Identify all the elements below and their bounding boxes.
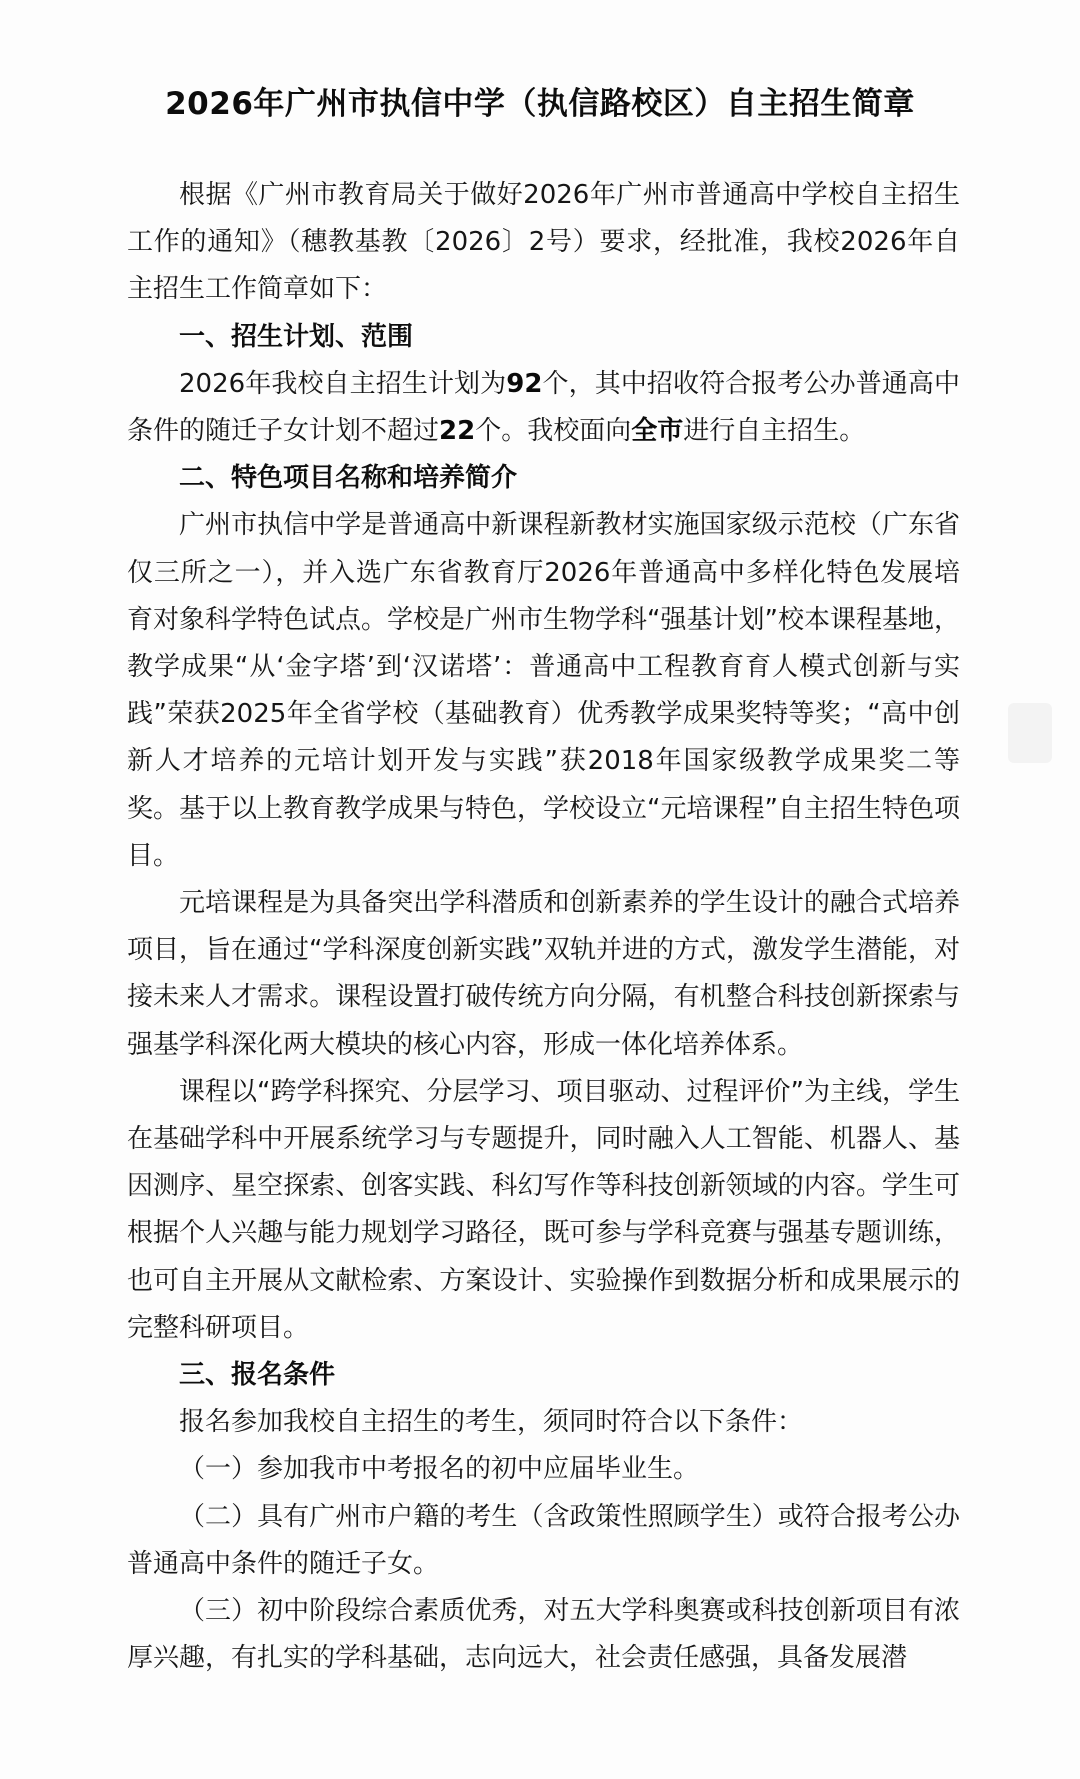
school-intro-paragraph: 广州市执信中学是普通高中新课程新教材实施国家级示范校（广东省仅三所之一），并入选广东省教育厅2026年普通高中多样化特色发展培育对象科学特色试点。学校是广州市生物学科“强基计划”校本课程基地，教学成果“从‘金字塔’到‘汉诺塔’：普通高中工程教育育人模式创新与实践”荣获2025年全省学校（基础教育）优秀教学成果奖特等奖；“高中创新人才培养的元培计划开发与实践”获2018年国家级教学成果奖二等奖。基于以上教育教学成果与特色，学校设立“元培课程”自主招生特色项目。 <box>127 510 960 871</box>
document-body <box>127 172 960 1683</box>
plan-text-a: 2026年我校自主招生计划为 <box>179 368 507 399</box>
eligibility-item-1: （一）参加我市中考报名的初中应届毕业生。 <box>179 1454 700 1485</box>
plan-quota: 92 <box>506 368 543 399</box>
enrollment-scope: 全市 <box>631 416 684 447</box>
document-title: 2026年广州市执信中学（执信路校区）自主招生简章 <box>165 86 915 122</box>
plan-text-c: 个，其中招收符合报考公办普通高中条件的随迁子女计划不超过 <box>127 368 960 447</box>
page-edge-tab <box>1008 703 1052 763</box>
section-heading-eligibility: 三、报名条件 <box>179 1360 336 1391</box>
eligibility-item-2: （二）具有广州市户籍的考生（含政策性照顾学生）或符合报考公办普通高中条件的随迁子女。 <box>127 1501 960 1579</box>
intro-paragraph: 根据《广州市教育局关于做好2026年广州市普通高中学校自主招生工作的通知》（穗教基教〔2026〕2号）要求，经批准，我校2026年自主招生工作简章如下： <box>127 180 960 305</box>
section-heading-enrollment-plan: 一、招生计划、范围 <box>179 321 414 352</box>
plan-text-g: 进行自主招生。 <box>683 416 866 447</box>
section-heading-special-program: 二、特色项目名称和培养简介 <box>179 463 518 494</box>
plan-text-e: 个。我校面向 <box>475 416 632 447</box>
eligibility-intro: 报名参加我校自主招生的考生，须同时符合以下条件： <box>179 1407 804 1438</box>
course-content-paragraph: 课程以“跨学科探究、分层学习、项目驱动、过程评价”为主线，学生在基础学科中开展系统学习与专题提升，同时融入人工智能、机器人、基因测序、星空探索、创客实践、科幻写作等科技创新领域的内容。学生可根据个人兴趣与能力规划学习路径，既可参与学科竞赛与强基专题训练，也可自主开展从文献检索、方案设计、实验操作到数据分析和成果展示的完整科研项目。 <box>127 1076 960 1343</box>
enrollment-plan-paragraph <box>127 361 960 455</box>
migrant-quota: 22 <box>439 416 476 447</box>
eligibility-item-3: （三）初中阶段综合素质优秀，对五大学科奥赛或科技创新项目有浓厚兴趣，有扎实的学科基础，志向远大，社会责任感强，具备发展潜 <box>127 1596 960 1674</box>
yuanpei-course-paragraph: 元培课程是为具备突出学科潜质和创新素养的学生设计的融合式培养项目，旨在通过“学科深度创新实践”双轨并进的方式，激发学生潜能，对接未来人才需求。课程设置打破传统方向分隔，有机整合科技创新探索与强基学科深化两大模块的核心内容，形成一体化培养体系。 <box>127 888 960 1060</box>
